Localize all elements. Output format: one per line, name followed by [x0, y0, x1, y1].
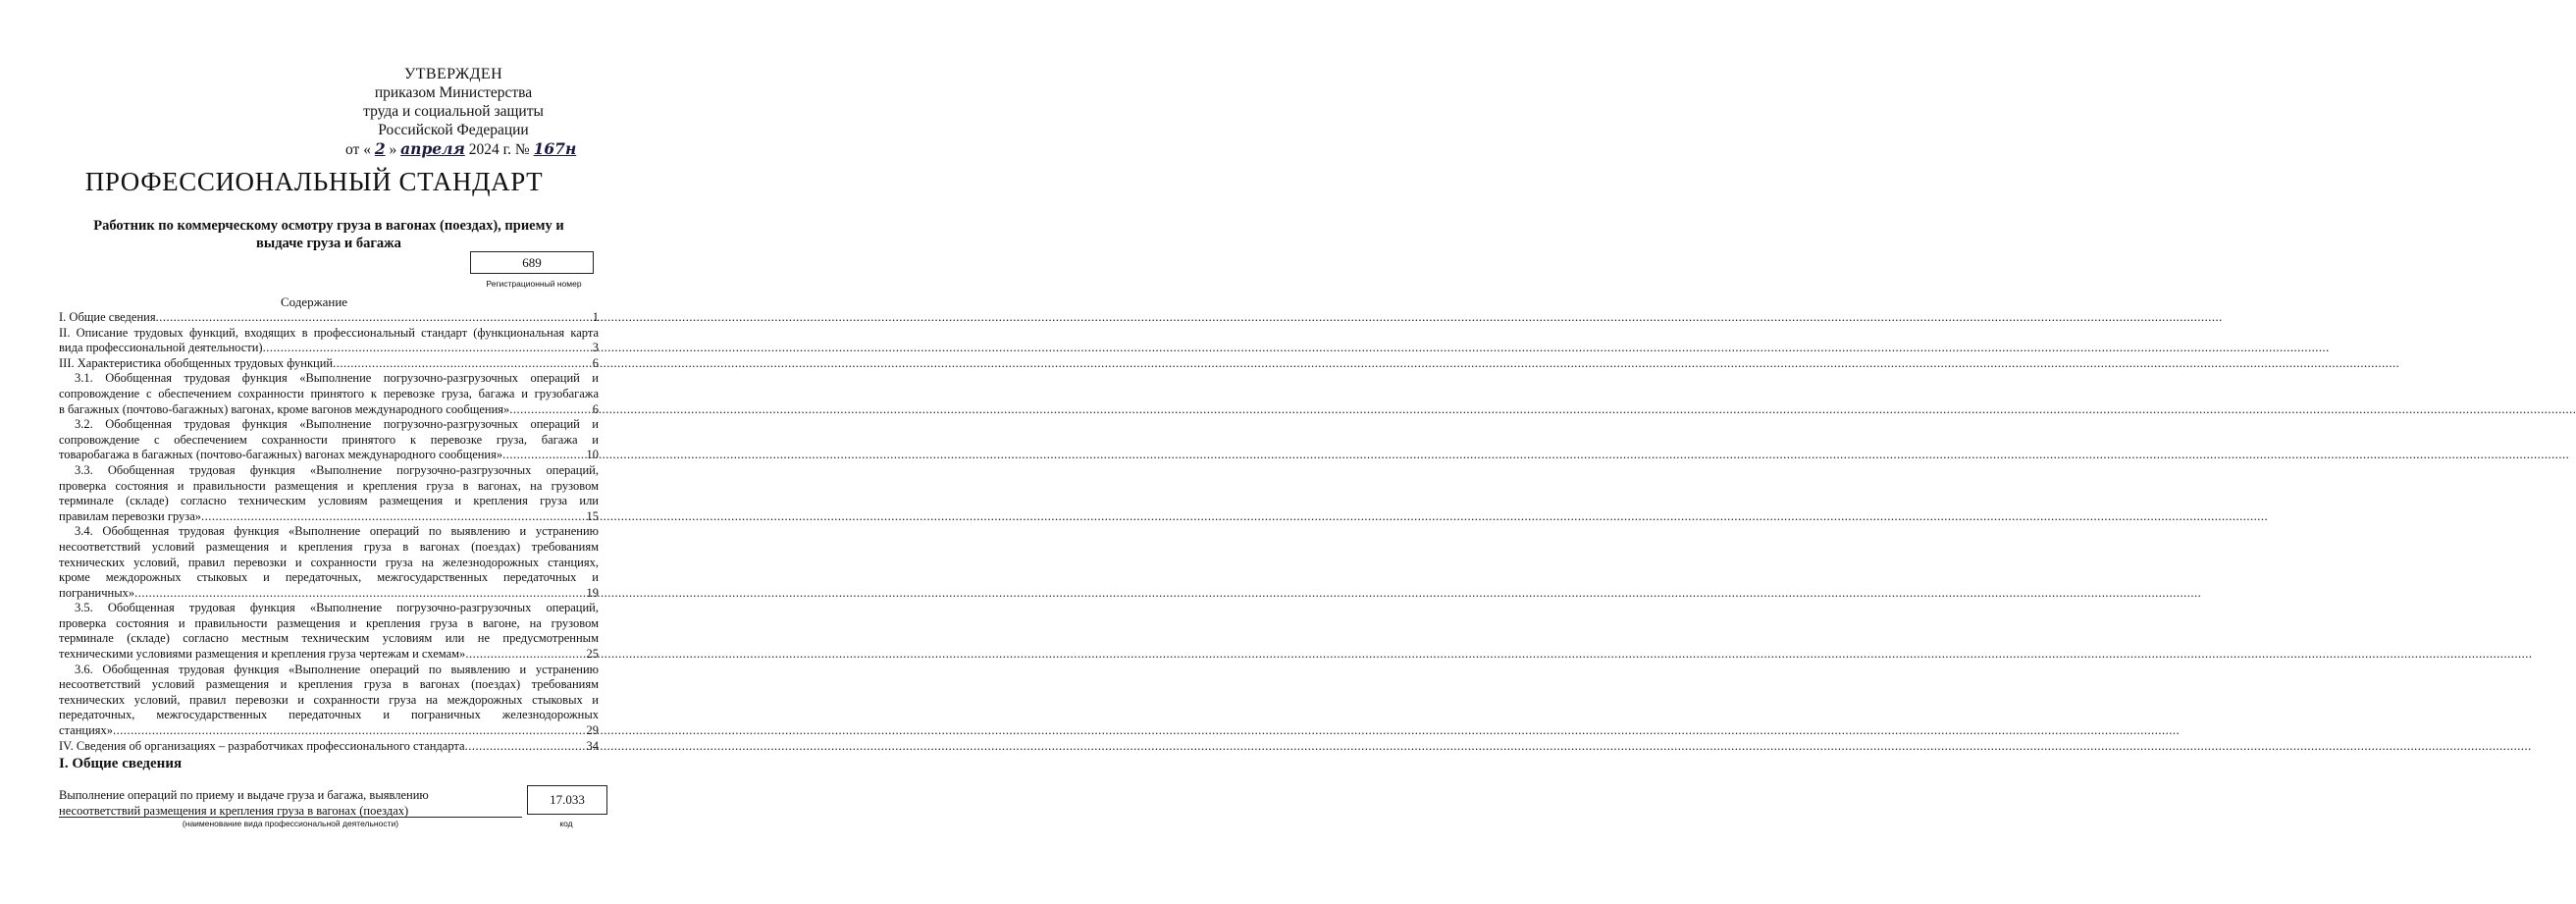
toc-entry-line: несоответствий условий размещения и крепления груза в вагонах (поездах) требованиям — [59, 677, 599, 692]
date-prefix: от « — [345, 141, 371, 158]
toc-entry-line: кроме междорожных стыковых и передаточных, межгосударственных передаточных и — [59, 570, 599, 585]
toc-entry-page: 6 — [592, 401, 599, 416]
toc-entry-line: несоответствий условий размещения и крепления груза в вагонах (поездах) требованиям — [59, 539, 599, 554]
toc-entry-line: терминале (складе) согласно техническим условиям размещения и крепления груза или — [59, 494, 599, 508]
toc-entry-line: товаробагажа в багажных (почтово-багажных) вагонах международного сообщения» — [59, 448, 503, 462]
toc-entry-3-6[interactable] — [59, 663, 599, 739]
toc-entry-1[interactable] — [59, 310, 599, 326]
toc-entry-4[interactable] — [59, 739, 599, 755]
toc-entry-line: 3.1. Обобщенная трудовая функция «Выполнение погрузочно-разгрузочных операций и — [75, 371, 599, 386]
activity-code-label: код — [559, 819, 573, 828]
toc-entry-line: в багажных (почтово-багажных) вагонах, кроме вагонов международного сообщения» — [59, 401, 510, 416]
toc-entry-line: станциях» — [59, 723, 114, 738]
activity-name: Выполнение операций по приему и выдаче груза и багажа, выявлению несоответствий размещения и крепления груза в вагонах (поездах) — [59, 788, 429, 818]
registration-number-label: Регистрационный номер — [486, 279, 582, 289]
toc-entry-3-4[interactable] — [59, 524, 599, 601]
table-of-contents — [59, 310, 599, 754]
toc-entry-line: сопровождение с обеспечением сохранности принятого к перевозке груза, багажа и грузобагажа — [59, 386, 599, 400]
approval-country: Российской Федерации — [378, 122, 529, 138]
toc-entry-text: III. Характеристика обобщенных трудовых функций — [59, 355, 334, 370]
toc-entry-page: 29 — [586, 723, 599, 738]
registration-number-box: 689 — [470, 251, 594, 274]
toc-entry-line: правилам перевозки груза» — [59, 508, 202, 523]
toc-entry-2[interactable] — [59, 326, 599, 356]
section-heading: I. Общие сведения — [59, 756, 183, 771]
toc-entry-page: 1 — [592, 310, 599, 324]
toc-entry-line: технических условий, правил перевозки и сохранности груза на железнодорожных станциях, — [59, 555, 599, 569]
toc-entry-page: 19 — [586, 585, 599, 600]
order-number: 167н — [533, 139, 577, 158]
toc-entry-line: 3.6. Обобщенная трудовая функция «Выполнение операций по выявлению и устранению — [75, 662, 599, 676]
toc-entry-3-2[interactable] — [59, 417, 599, 463]
toc-entry-line: пограничных» — [59, 585, 135, 600]
activity-code-box: 17.033 — [527, 785, 607, 815]
date-month: апреля — [400, 139, 465, 158]
toc-entry-page: 3 — [592, 341, 599, 355]
activity-underline — [59, 817, 522, 818]
toc-entry-3[interactable] — [59, 356, 599, 372]
toc-entry-3-3[interactable] — [59, 463, 599, 524]
approval-title: УТВЕРЖДЕН — [403, 66, 503, 82]
toc-entry-line: 3.4. Обобщенная трудовая функция «Выполнение операций по выявлению и устранению — [75, 524, 599, 539]
approval-date-line — [345, 139, 577, 159]
toc-entry-line: 3.5. Обобщенная трудовая функция «Выполнение погрузочно-разгрузочных операций, — [75, 601, 599, 615]
toc-entry-line: сопровождение с обеспечением сохранности принятого к перевозке груза, багажа и — [59, 432, 599, 447]
approval-block — [345, 65, 577, 159]
toc-entry-page: 25 — [586, 647, 599, 662]
toc-entry-text: IV. Сведения об организациях – разработчиках профессионального стандарта — [59, 738, 465, 753]
toc-entry-line: II. Описание трудовых функций, входящих в профессиональный стандарт (функциональная карта — [59, 325, 599, 340]
date-day: 2 — [374, 139, 386, 158]
toc-entry-page: 6 — [592, 355, 599, 370]
toc-entry-page: 34 — [586, 738, 599, 753]
toc-entry-3-5[interactable] — [59, 601, 599, 662]
toc-entry-page: 10 — [586, 448, 599, 462]
toc-entry-line: 3.3. Обобщенная трудовая функция «Выполнение погрузочно-разгрузочных операций, — [75, 462, 599, 477]
toc-entry-line: терминале (складе) согласно местным техническим условиям или не предусмотренным — [59, 631, 599, 646]
toc-entry-text: I. Общие сведения — [59, 310, 156, 324]
toc-entry-page: 15 — [586, 508, 599, 523]
toc-entry-3-1[interactable] — [59, 371, 599, 417]
standard-subtitle: Работник по коммерческому осмотру груза в вагонах (поездах), приему и выдаче груза и багажа — [93, 218, 564, 251]
toc-entry-line: вида профессиональной деятельности) — [59, 341, 263, 355]
toc-entry-line: технических условий, правил перевозки и сохранности груза на междорожных стыковых и — [59, 692, 599, 707]
approval-order: приказом Министерства — [374, 84, 533, 101]
toc-entry-line: техническими условиями размещения и крепления груза чертежам и схемам» — [59, 647, 466, 662]
document-title: ПРОФЕССИОНАЛЬНЫЙ СТАНДАРТ — [84, 167, 544, 196]
approval-ministry: труда и социальной защиты — [363, 103, 544, 120]
date-mid: » — [389, 141, 397, 158]
toc-heading: Содержание — [280, 294, 348, 309]
toc-entry-line: проверка состояния и правильности размещения и крепления груза в вагонах, на грузовом — [59, 478, 599, 493]
toc-entry-line: передаточных, межгосударственных передаточных и пограничных железнодорожных — [59, 708, 599, 722]
toc-entry-line: 3.2. Обобщенная трудовая функция «Выполнение погрузочно-разгрузочных операций и — [75, 417, 599, 432]
date-year: 2024 г. № — [468, 141, 530, 158]
activity-label: (наименование вида профессиональной деятельности) — [182, 819, 399, 828]
toc-entry-line: проверка состояния и правильности размещения и крепления груза в вагоне, на грузовом — [59, 615, 599, 630]
